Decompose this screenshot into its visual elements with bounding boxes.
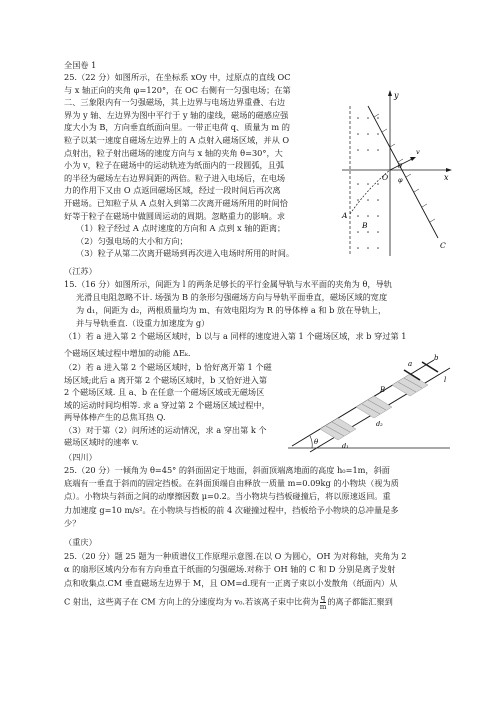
text-line: 的半径为磁场左右边界间距的两倍。粒子进入电场后，在电场 <box>64 172 286 183</box>
point-a-label: A <box>342 211 348 220</box>
text-line: 少？ <box>64 517 81 528</box>
text-line: 为 d₁，间距为 d₂，两根质量均为 m、有效电阻均为 R 的导体棒 a 和 b 放在导轨上， <box>76 305 387 315</box>
chongqing-body <box>64 550 406 611</box>
text-line: 两导体棒产生的总焦耳热 Q. <box>64 412 166 422</box>
theta-label: θ <box>398 162 402 170</box>
text-line: 度大小为 B，方向垂直纸面向里。一带正电荷 q、质量为 m 的 <box>64 122 290 133</box>
sub-question: （2）匀强电场的大小和方向； <box>76 235 188 246</box>
axis-label-x: x <box>444 173 449 182</box>
origin-label: O <box>382 173 389 182</box>
text-line: 并与导轨垂直.（设重力加速度为 g） <box>76 318 210 328</box>
frac-numerator: q <box>320 594 326 603</box>
text-line: 开磁场。已知粒子从 A 点射入到第二次离开磁场所用的时间恰 <box>64 197 288 208</box>
text-line: 与 x 轴正向的夹角 φ=120°，在 OC 右侧有一匀强电场；在第 <box>64 84 291 95</box>
width-d1-label: d₁ <box>342 442 349 450</box>
jiangsu-sub2 <box>64 361 272 449</box>
q25-national-body <box>64 71 294 260</box>
text-line: 力加速度 g=10 m/s²。在小物块与挡板的前 4 次碰撞过程中，挡板给予小物块的总冲量是多 <box>64 504 399 515</box>
spacing-l-label: l <box>444 376 447 384</box>
text-line: 点射出，粒子射出磁场的速度方向与 x 轴的夹角 θ=30°，大 <box>64 147 283 158</box>
region-label-chongqing: （重庆） <box>64 537 97 547</box>
text-line: 磁场区域时的速率 v. <box>64 437 139 447</box>
text-line: 二、三象限内有一匀强磁场，其上边界与电场边界重叠、右边 <box>64 97 286 108</box>
text-line: 点）。小物块与斜面之间的动摩擦因数 μ=0.2。当小物块与挡板碰撞后，将以原速返回。重 <box>64 491 391 502</box>
inclined-rails-figure <box>284 352 454 454</box>
point-c-label: C <box>440 241 446 250</box>
frac-denominator: m <box>319 603 327 612</box>
charge-mass-ratio <box>320 594 327 611</box>
text-line: 界为 y 轴、左边界为图中平行于 y 轴的虚线，磁场的磁感应强 <box>64 109 289 120</box>
field-b-label: B <box>362 221 368 230</box>
magnetic-field-figure <box>338 88 454 258</box>
axis-label-y: y <box>394 91 399 100</box>
jiangsu-body <box>64 278 407 360</box>
text-line: （1）若 a 进入第 2 个磁场区域时，b 以与 a 同样的速度进入第 1 个磁场区域，求 b 穿过第 1 <box>64 331 407 341</box>
region-label-jiangsu: （江苏） <box>64 266 97 276</box>
text-line: 粒子以某一速度自磁场左边界上的 A 点射入磁场区域，并从 O <box>64 134 290 145</box>
velocity-label: v <box>416 148 420 156</box>
field-b-label: B <box>380 386 386 394</box>
region-label-sichuan: （四川） <box>64 452 97 462</box>
rod-a-label: a <box>408 360 413 368</box>
text-line: 个磁场区域过程中增加的动能 ΔEₖ. <box>64 348 191 358</box>
text-line <box>64 594 406 611</box>
sub-question: （1）粒子经过 A 点时速度的方向和 A 点到 x 轴的距离； <box>76 223 286 234</box>
text-line: 好等于粒子在磁场中做圆周运动的周期。忽略重力的影响。求 <box>64 210 286 221</box>
text-line: 点和收集点.CM 垂直磁场左边界于 M，且 OM=d.现有一正离子束以小发散角（纸面内）从 <box>64 577 398 588</box>
text-line: 小为 v，粒子在磁场中的运动轨迹为纸面内的一段圆弧，且弧 <box>64 160 285 171</box>
text-segment: 的离子都能汇聚到 <box>327 596 393 607</box>
text-line: α 的扇形区域内分布有方向垂直于纸面的匀强磁场.对称于 OH 轴的 C 和 D 分别是离子发射 <box>64 564 396 575</box>
phi-label: φ <box>398 176 403 184</box>
text-line: 力的作用下又由 O 点返回磁场区域，经过一段时间后再次离 <box>64 185 281 196</box>
text-line: 光滑且电阻忽略不计. 场强为 B 的条形匀强磁场方向与导轨平面垂直，磁场区域的宽度 <box>76 292 388 302</box>
text-line: 场区域;此后 a 离开第 2 个磁场区域时，b 又恰好进入第 <box>64 374 268 385</box>
exam-label: 全国卷 1 <box>64 60 97 70</box>
text-line: 2 个磁场区域. 且 a、b 在任意一个磁场区域或无磁场区 <box>64 387 265 397</box>
sichuan-body <box>64 464 399 530</box>
text-line: 底端有一垂直于斜而的固定挡板。在斜面顶端自由释放一质量 m=0.09kg 的小物块（视为质 <box>64 478 399 489</box>
text-line: （3）对于第（2）问所述的运动情况，求 a 穿出第 k 个 <box>64 424 267 435</box>
gap-d2-label: d₂ <box>376 420 383 428</box>
text-line: （2）若 a 进入第 2 个磁场区域时，b 恰好离开第 1 个磁 <box>64 362 272 372</box>
text-line: 15.（16 分）如图所示，间距为 l 的两条足够长的平行金属导轨与水平面的夹角为 θ，导轨 <box>64 279 392 289</box>
text-line: 25.（20 分）题 25 题为一种质谱仪工作原理示意图.在以 O 为圆心，OH 为对称轴，夹角为 2 <box>64 551 407 561</box>
theta-label: θ <box>314 438 319 446</box>
text-segment: C 射出，这些离子在 CM 方向上的分速度均为 v₀.若该离子束中比荷为 <box>64 596 319 607</box>
text-line: 25.（20 分）一倾角为 θ=45° 的斜面固定于地面，斜面顶端离地面的高度 h₀=1m，斜面 <box>64 465 390 475</box>
text-line: 域的运动时间均相等. 求 a 穿过第 2 个磁场区域过程中， <box>64 399 270 410</box>
sub-question: （3）粒子从第二次离开磁场到再次进入电场时所用的时间。 <box>76 248 295 259</box>
rod-b-label: b <box>434 354 439 362</box>
text-line: 25.（22 分）如图所示，在坐标系 xOy 中，过原点的直线 OC <box>64 72 291 82</box>
